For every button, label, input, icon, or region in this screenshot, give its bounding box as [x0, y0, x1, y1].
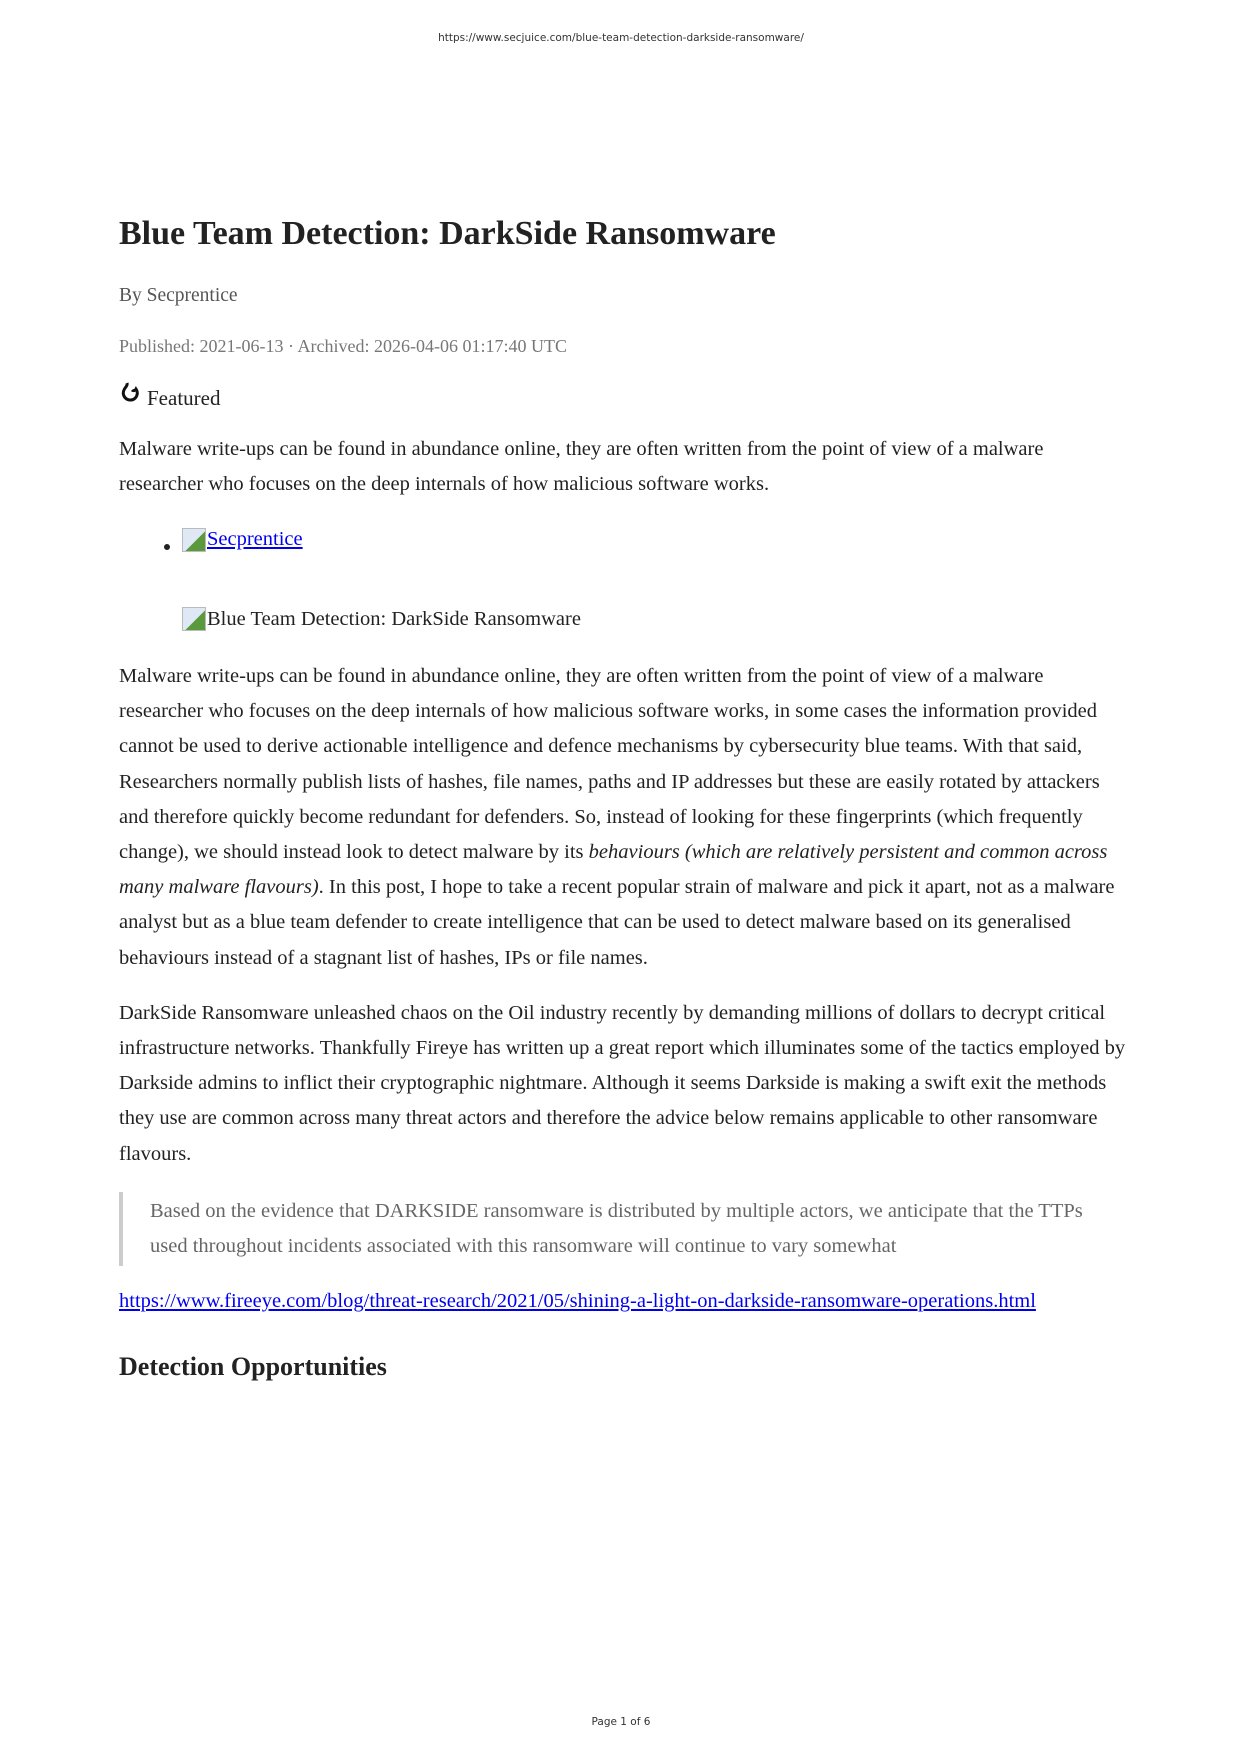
quote: Based on the evidence that DARKSIDE ransomware is distributed by multiple actors, we anticipate that the TTPs used throughout incidents associated with this ransomware will continue to vary somewhat — [119, 1192, 1090, 1266]
article — [119, 212, 1131, 1385]
page-number: Page 1 of 6 — [591, 1716, 651, 1728]
author-list-item — [182, 522, 1131, 564]
article-title: Blue Team Detection: DarkSide Ransomware — [119, 215, 776, 252]
publish-meta: Published: 2021-06-13 · Archived: 2026-04-06 01:17:40 UTC — [119, 336, 567, 356]
emphasis: behaviours (which are relatively persistent and common across many malware flavours) — [119, 840, 1108, 899]
broken-image-icon — [182, 528, 206, 552]
featured-label: Featured — [147, 386, 221, 410]
body-paragraph — [119, 659, 1131, 976]
author-list — [119, 522, 1131, 564]
text: Malware write-ups can be found in abundance online, they are often written from the point of view of a malware researcher who focuses on the deep internals of how malicious software works, in some cases the information provided cannot be used to derive actionable intelligence and defence mechanisms by cybersecurity blue teams. With that said, Researchers normally publish lists of hashes, file names, paths and IP addresses but these are easily rotated by attackers and therefore quickly become redundant for defenders. So, instead of looking for these fingerprints (which frequently change), we should instead look to detect malware by its — [119, 664, 1100, 863]
feature-image-alt: Blue Team Detection: DarkSide Ransomware — [207, 607, 581, 630]
flame-icon — [119, 381, 141, 405]
featured-tag — [119, 380, 1131, 416]
section-heading: Detection Opportunities — [119, 1352, 387, 1382]
feature-image — [182, 602, 581, 637]
broken-image-icon — [182, 607, 206, 631]
byline: By Secprentice — [119, 285, 238, 306]
text: . In this post, I hope to take a recent popular strain of malware and pick it apart, not as a malware analyst but as a blue team defender to create intelligence that can be used to detect malware based on its generalised behaviours instead of a stagnant list of hashes, IPs or file names. — [119, 876, 1115, 969]
author-link[interactable]: • Secprentice — [207, 528, 303, 551]
body-paragraph: DarkSide Ransomware unleashed chaos on the Oil industry recently by demanding millions of dollars to decrypt critical infrastructure networks. Thankfully Fireye has written up a great report which illuminates some of the tactics employed by Darkside admins to inflict their cryptographic nightmare. Although it seems Darkside is making a swift exit the methods they use are common across many threat actors and therefore the advice below remains applicable to other ransomware flavours. — [119, 1001, 1126, 1165]
page-url: https://www.secjuice.com/blue-team-detection-darkside-ransomware/ — [438, 32, 804, 44]
source-link[interactable]: https://www.fireeye.com/blog/threat-research/2021/05/shining-a-light-on-darkside-ransomware-operations.html — [119, 1290, 1036, 1313]
intro-paragraph: Malware write-ups can be found in abundance online, they are often written from the point of view of a malware researcher who focuses on the deep internals of how malicious software works. — [119, 438, 1044, 496]
